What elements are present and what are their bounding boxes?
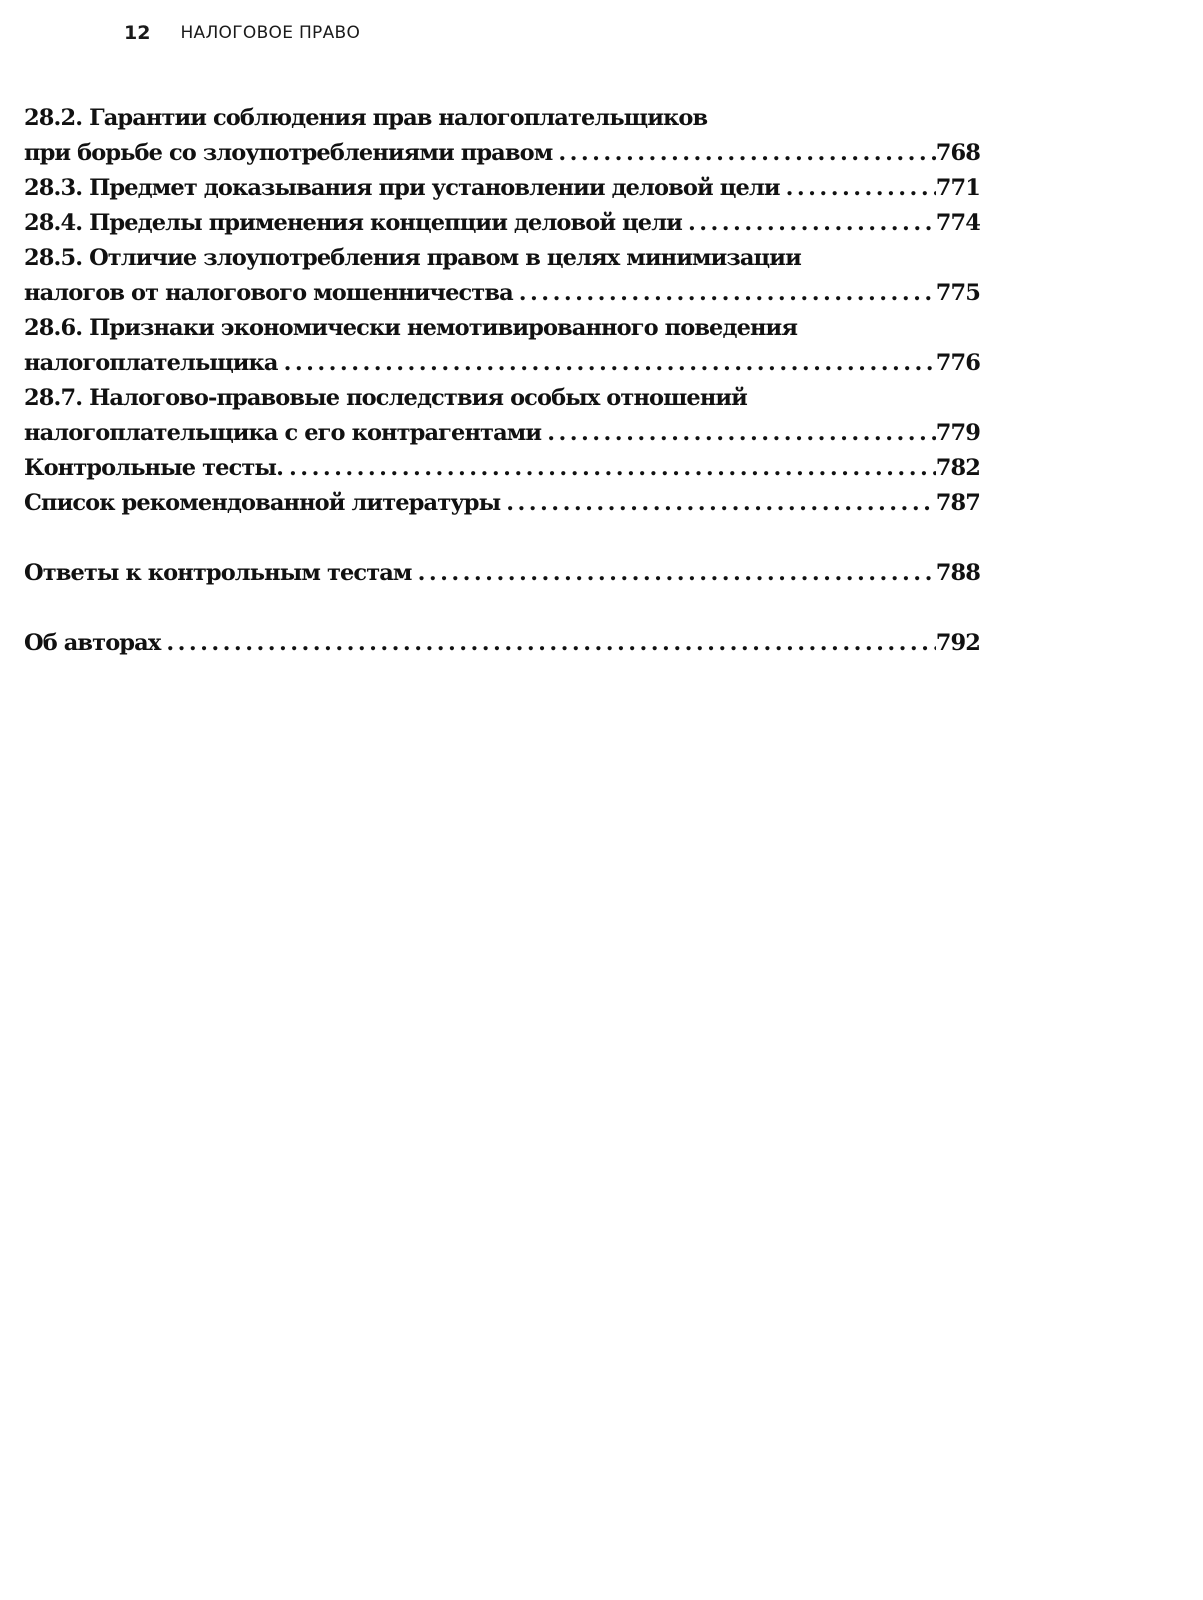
toc-entry-text: 28.5. Отличие злоупотребления правом в целях минимизации xyxy=(24,245,801,271)
toc-entry-text: 28.6. Признаки экономически немотивированного поведения xyxy=(24,315,798,341)
toc-page-number: 788 xyxy=(935,560,980,586)
toc-page-number: 771 xyxy=(935,175,980,201)
toc-entry-text: Список рекомендованной литературы xyxy=(24,490,501,516)
toc-entry-answers[interactable] xyxy=(24,556,980,591)
toc-entry-text: Ответы к контрольным тестам xyxy=(24,560,412,586)
toc-entry-text: налогов от налогового мошенничества xyxy=(24,280,513,306)
toc-page-number: 775 xyxy=(935,280,980,306)
dot-leader xyxy=(500,486,935,521)
dot-leader xyxy=(278,346,936,381)
toc-entry-literature[interactable] xyxy=(24,486,980,521)
toc-entry-text: налогоплательщика с его контрагентами xyxy=(24,420,542,446)
dot-leader xyxy=(552,136,935,171)
running-head xyxy=(124,18,360,48)
toc-entry-text: налогоплательщика xyxy=(24,350,278,376)
dot-leader xyxy=(513,276,936,311)
dot-leader xyxy=(780,171,936,206)
toc-entry-text: 28.4. Пределы применения концепции деловой цели xyxy=(24,210,682,236)
toc-entry-28-2[interactable] xyxy=(24,101,980,171)
toc-entry-text: Контрольные тесты. xyxy=(24,455,284,481)
toc-entry-authors[interactable] xyxy=(24,626,980,661)
toc-entry-28-3[interactable] xyxy=(24,171,980,206)
toc-entry-text: 28.7. Налогово-правовые последствия особых отношений xyxy=(24,385,747,411)
toc-entry-28-4[interactable] xyxy=(24,206,980,241)
toc-page-number: 774 xyxy=(935,210,980,236)
page-number: 12 xyxy=(124,22,151,44)
toc-page-number: 779 xyxy=(935,420,980,446)
table-of-contents xyxy=(24,101,980,661)
toc-page-number: 782 xyxy=(935,455,980,481)
book-title: НАЛОГОВОЕ ПРАВО xyxy=(180,23,361,43)
dot-leader xyxy=(682,206,936,241)
dot-leader xyxy=(160,626,935,661)
toc-entry-text: при борьбе со злоупотреблениями правом xyxy=(24,140,553,166)
toc-page-number: 787 xyxy=(935,490,980,516)
toc-entry-text: 28.2. Гарантии соблюдения прав налогоплательщиков xyxy=(24,105,708,131)
dot-leader xyxy=(541,416,936,451)
toc-entry-28-5[interactable] xyxy=(24,241,980,311)
toc-entry-tests[interactable] xyxy=(24,451,980,486)
toc-page-number: 776 xyxy=(935,350,980,376)
toc-entry-28-7[interactable] xyxy=(24,381,980,451)
dot-leader xyxy=(412,556,936,591)
dot-leader xyxy=(283,451,936,486)
toc-page-number: 792 xyxy=(935,630,980,656)
toc-entry-28-6[interactable] xyxy=(24,311,980,381)
toc-page-number: 768 xyxy=(935,140,980,166)
toc-entry-text: Об авторах xyxy=(24,630,161,656)
toc-entry-text: 28.3. Предмет доказывания при установлении деловой цели xyxy=(24,175,780,201)
